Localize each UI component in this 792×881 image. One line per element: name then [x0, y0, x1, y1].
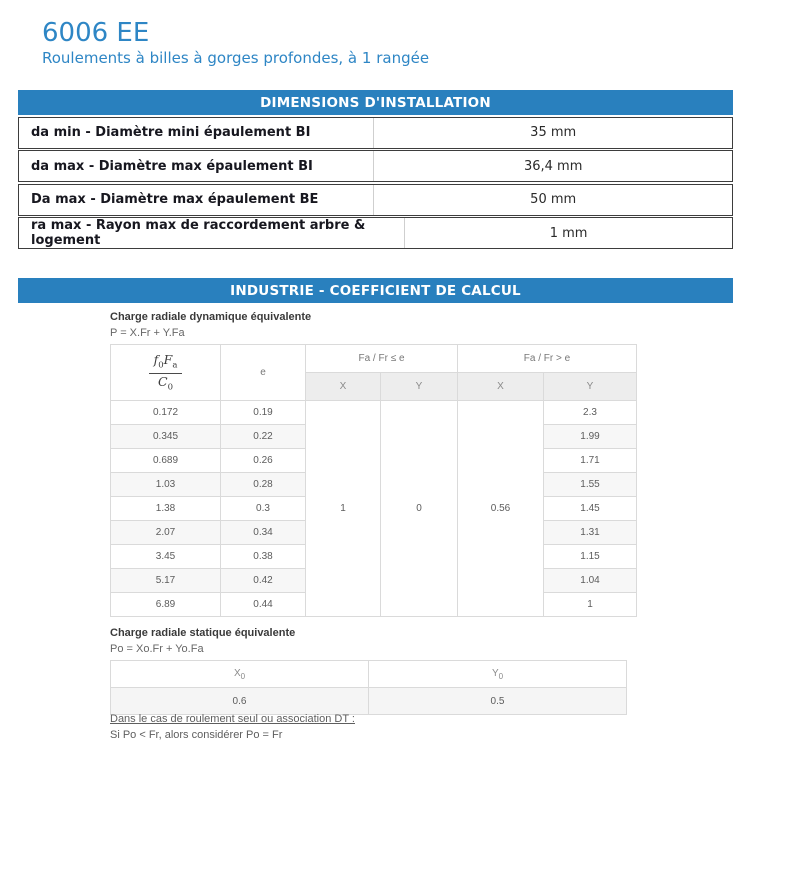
fa-fr-le-e-group-header: Fa / Fr ≤ e — [306, 345, 458, 373]
ratio-value: 2.07 — [111, 521, 221, 545]
industrie-section-header: INDUSTRIE - COEFFICIENT DE CALCUL — [18, 278, 733, 303]
table-row — [18, 150, 733, 182]
e-value: 0.19 — [221, 401, 306, 425]
document-header — [42, 20, 429, 67]
note-text: Si Po < Fr, alors considérer Po = Fr — [110, 729, 283, 741]
dimension-value: 50 mm — [373, 185, 732, 215]
ratio-fraction-header — [111, 345, 221, 401]
dynamic-load-title: Charge radiale dynamique équivalente — [110, 311, 312, 323]
dimension-label: ra max - Rayon max de raccordement arbre & logement — [31, 218, 366, 248]
x-gt-header: X — [458, 373, 544, 401]
installation-section — [18, 90, 733, 249]
ratio-value: 0.689 — [111, 449, 221, 473]
y0-header: $Y_0$ — [369, 661, 627, 688]
x0-header: $X_0$ — [111, 661, 369, 688]
table-row — [111, 401, 637, 425]
ratio-value: 1.38 — [111, 497, 221, 521]
installation-table — [18, 117, 733, 250]
dimension-value: 35 mm — [373, 118, 732, 148]
e-value: 0.42 — [221, 569, 306, 593]
e-value: 0.28 — [221, 473, 306, 497]
e-value: 0.26 — [221, 449, 306, 473]
page-title: 6006 EE — [42, 18, 150, 48]
e-value: 0.34 — [221, 521, 306, 545]
table-row — [111, 688, 627, 715]
ratio-value: 5.17 — [111, 569, 221, 593]
table-row — [18, 184, 733, 216]
dimension-value: 1 mm — [404, 218, 732, 248]
dynamic-load-block — [110, 311, 637, 617]
table-row — [18, 217, 733, 249]
y-gt-value: 1.99 — [544, 425, 637, 449]
e-column-header: e — [221, 345, 306, 401]
x0-value: 0.6 — [111, 688, 369, 715]
f0fa-c0-fraction: $\frac{f_0F_a}{C_0}$ — [149, 352, 183, 394]
y0-value: 0.5 — [369, 688, 627, 715]
y-gt-value: 1.55 — [544, 473, 637, 497]
y-le-merged-value: 0 — [381, 401, 458, 617]
y-gt-value: 1 — [544, 593, 637, 617]
dimension-label: da min - Diamètre mini épaulement BI — [31, 125, 311, 140]
note-title: Dans le cas de roulement seul ou association DT : — [110, 713, 355, 725]
x-gt-merged-value: 0.56 — [458, 401, 544, 617]
ratio-value: 3.45 — [111, 545, 221, 569]
y-gt-value: 1.71 — [544, 449, 637, 473]
table-row — [18, 117, 733, 149]
fa-fr-gt-e-group-header: Fa / Fr > e — [458, 345, 637, 373]
coefficient-table — [110, 344, 637, 617]
industrie-section — [18, 278, 733, 303]
ratio-value: 0.172 — [111, 401, 221, 425]
static-load-formula: Po = Xo.Fr + Yo.Fa — [110, 643, 204, 655]
y-gt-header: Y — [544, 373, 637, 401]
y-gt-value: 2.3 — [544, 401, 637, 425]
y-le-header: Y — [381, 373, 458, 401]
dimension-value: 36,4 mm — [373, 151, 732, 181]
e-value: 0.38 — [221, 545, 306, 569]
x-le-header: X — [306, 373, 381, 401]
dimension-label: da max - Diamètre max épaulement BI — [31, 158, 313, 174]
static-load-block — [110, 627, 627, 715]
ratio-value: 1.03 — [111, 473, 221, 497]
ratio-value: 6.89 — [111, 593, 221, 617]
y-gt-value: 1.04 — [544, 569, 637, 593]
installation-section-header: DIMENSIONS D'INSTALLATION — [18, 90, 733, 115]
ratio-value: 0.345 — [111, 425, 221, 449]
static-load-title: Charge radiale statique équivalente — [110, 627, 296, 639]
note-block — [110, 713, 355, 741]
y-gt-value: 1.31 — [544, 521, 637, 545]
y-gt-value: 1.15 — [544, 545, 637, 569]
static-coefficient-table — [110, 660, 627, 715]
page-subtitle: Roulements à billes à gorges profondes, à 1 rangée — [42, 49, 430, 68]
e-value: 0.22 — [221, 425, 306, 449]
e-value: 0.3 — [221, 497, 306, 521]
dynamic-load-formula: P = X.Fr + Y.Fa — [110, 327, 185, 339]
x-le-merged-value: 1 — [306, 401, 381, 617]
dimension-label: Da max - Diamètre max épaulement BE — [31, 192, 319, 207]
e-value: 0.44 — [221, 593, 306, 617]
y-gt-value: 1.45 — [544, 497, 637, 521]
